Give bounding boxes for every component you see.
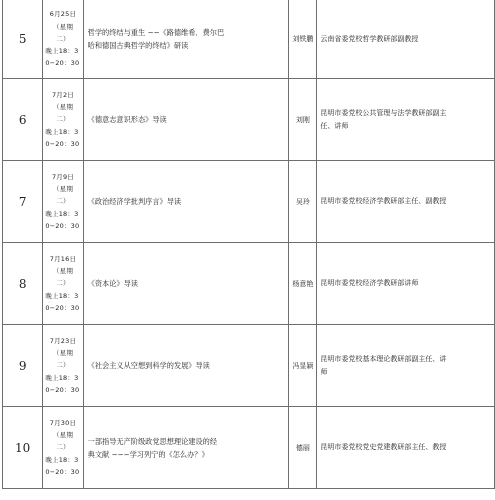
- row-number: 8: [3, 243, 43, 325]
- session-time-cell: [43, 325, 83, 407]
- lecture-topic-cell: [83, 161, 289, 243]
- session-weekday: 二）: [56, 443, 70, 452]
- session-weekday: 二）: [56, 197, 70, 206]
- session-time-start: 晚上18：3: [45, 455, 79, 464]
- session-weekday-open: （星期: [52, 349, 74, 358]
- speaker-affiliation-cell: [317, 161, 495, 243]
- session-time-start: 晚上18：3: [45, 47, 79, 56]
- speaker-affiliation-cell: [317, 79, 495, 161]
- row-number: 7: [3, 161, 43, 243]
- session-time-end: 0−20：30: [45, 385, 80, 394]
- session-weekday: 二）: [56, 361, 70, 370]
- session-date: 7月2日: [51, 90, 75, 99]
- speaker-name: 吴玲: [289, 161, 317, 243]
- lecture-topic-cell: [83, 325, 289, 407]
- session-weekday: 二）: [56, 115, 70, 124]
- session-time-end: 0−20：30: [45, 139, 80, 148]
- lecture-topic-cell: [83, 243, 289, 325]
- session-weekday-open: （星期: [52, 103, 74, 112]
- session-date: 7月9日: [51, 172, 75, 181]
- lecture-topic-cell: [83, 407, 289, 489]
- speaker-affiliation-line: 任、讲师: [320, 121, 349, 130]
- session-time-cell: [43, 407, 83, 489]
- lecture-topic-line: 典文献 −−−学习列宁的《怎么办？》: [87, 449, 209, 459]
- session-time-cell: [43, 79, 83, 161]
- session-date: 7月30日: [49, 418, 77, 427]
- speaker-affiliation-line: 师: [320, 367, 328, 376]
- speaker-affiliation-cell: [317, 407, 495, 489]
- session-time-end: 0−20：30: [45, 221, 80, 230]
- speaker-name: 德丽: [289, 407, 317, 489]
- lecture-topic-cell: [83, 79, 289, 161]
- speaker-name: 刘铁鹏: [289, 0, 317, 79]
- speaker-affiliation-line: 昆明市委党校经济学教研部主任、副教授: [320, 197, 447, 205]
- lecture-topic-line: 哈和德国古典哲学的终结》研读: [87, 41, 189, 50]
- speaker-affiliation-cell: [317, 325, 495, 407]
- speaker-affiliation-line: 昆明市委党校经济学教研部讲师: [320, 279, 419, 287]
- session-time-cell: [43, 243, 83, 325]
- row-number: 6: [3, 79, 43, 161]
- speaker-affiliation-line: 云南省委党校哲学教研部副教授: [320, 34, 419, 43]
- lecture-topic-line: 哲学的终结与重生 −−《路德维希．费尔巴: [87, 28, 225, 37]
- session-weekday-open: （星期: [52, 185, 74, 194]
- lecture-schedule-table: [2, 0, 495, 489]
- table-row: [3, 407, 495, 489]
- lecture-topic-line: 《资本论》导读: [87, 279, 138, 288]
- speaker-affiliation-line: 昆明市委党校基本理论教研部副主任、讲: [320, 354, 447, 363]
- row-number: 5: [3, 0, 43, 79]
- lecture-topic-line: 一部指导无产阶级政党思想理论建设的经: [87, 436, 218, 446]
- session-time-start: 晚上18：3: [45, 373, 79, 382]
- table-row: [3, 0, 495, 79]
- table-row: [3, 325, 495, 407]
- session-time-cell: [43, 161, 83, 243]
- speaker-affiliation-cell: [317, 243, 495, 325]
- session-time-end: 0−20：30: [45, 59, 80, 68]
- lecture-topic-line: 《社会主义从空想到科学的发展》导读: [87, 361, 210, 370]
- session-date: 6月25日: [49, 10, 77, 19]
- session-date: 7月23日: [49, 336, 77, 345]
- session-time-end: 0−20：30: [45, 467, 80, 476]
- speaker-name: 冯显颖: [289, 325, 317, 407]
- speaker-affiliation-line: 昆明市委党校党史党建教研部主任、教授: [320, 443, 447, 451]
- session-weekday: 二）: [56, 279, 70, 288]
- session-date: 7月16日: [49, 254, 77, 263]
- session-time-start: 晚上18：3: [45, 291, 79, 300]
- lecture-topic-line: 《政治经济学批判序言》导读: [87, 197, 182, 206]
- session-time-cell: [43, 0, 83, 79]
- row-number: 9: [3, 325, 43, 407]
- row-number: 10: [3, 407, 43, 489]
- session-weekday: 二）: [56, 34, 70, 43]
- speaker-name: 刘刚: [289, 79, 317, 161]
- lecture-topic-line: 《德意志意识形态》导读: [87, 115, 167, 124]
- speaker-name: 杨意艳: [289, 243, 317, 325]
- schedule-table-body: [3, 0, 495, 489]
- session-time-end: 0−20：30: [45, 303, 80, 312]
- speaker-affiliation-cell: [317, 0, 495, 79]
- speaker-affiliation-line: 昆明市委党校公共管理与法学教研部副主: [320, 108, 447, 117]
- session-weekday-open: （星期: [52, 267, 74, 276]
- session-time-start: 晚上18：3: [45, 127, 79, 136]
- lecture-topic-cell: [83, 0, 289, 79]
- table-row: [3, 161, 495, 243]
- table-row: [3, 79, 495, 161]
- session-time-start: 晚上18：3: [45, 209, 79, 218]
- table-row: [3, 243, 495, 325]
- session-weekday-open: （星期: [52, 431, 74, 440]
- session-weekday-open: （星期: [52, 22, 74, 31]
